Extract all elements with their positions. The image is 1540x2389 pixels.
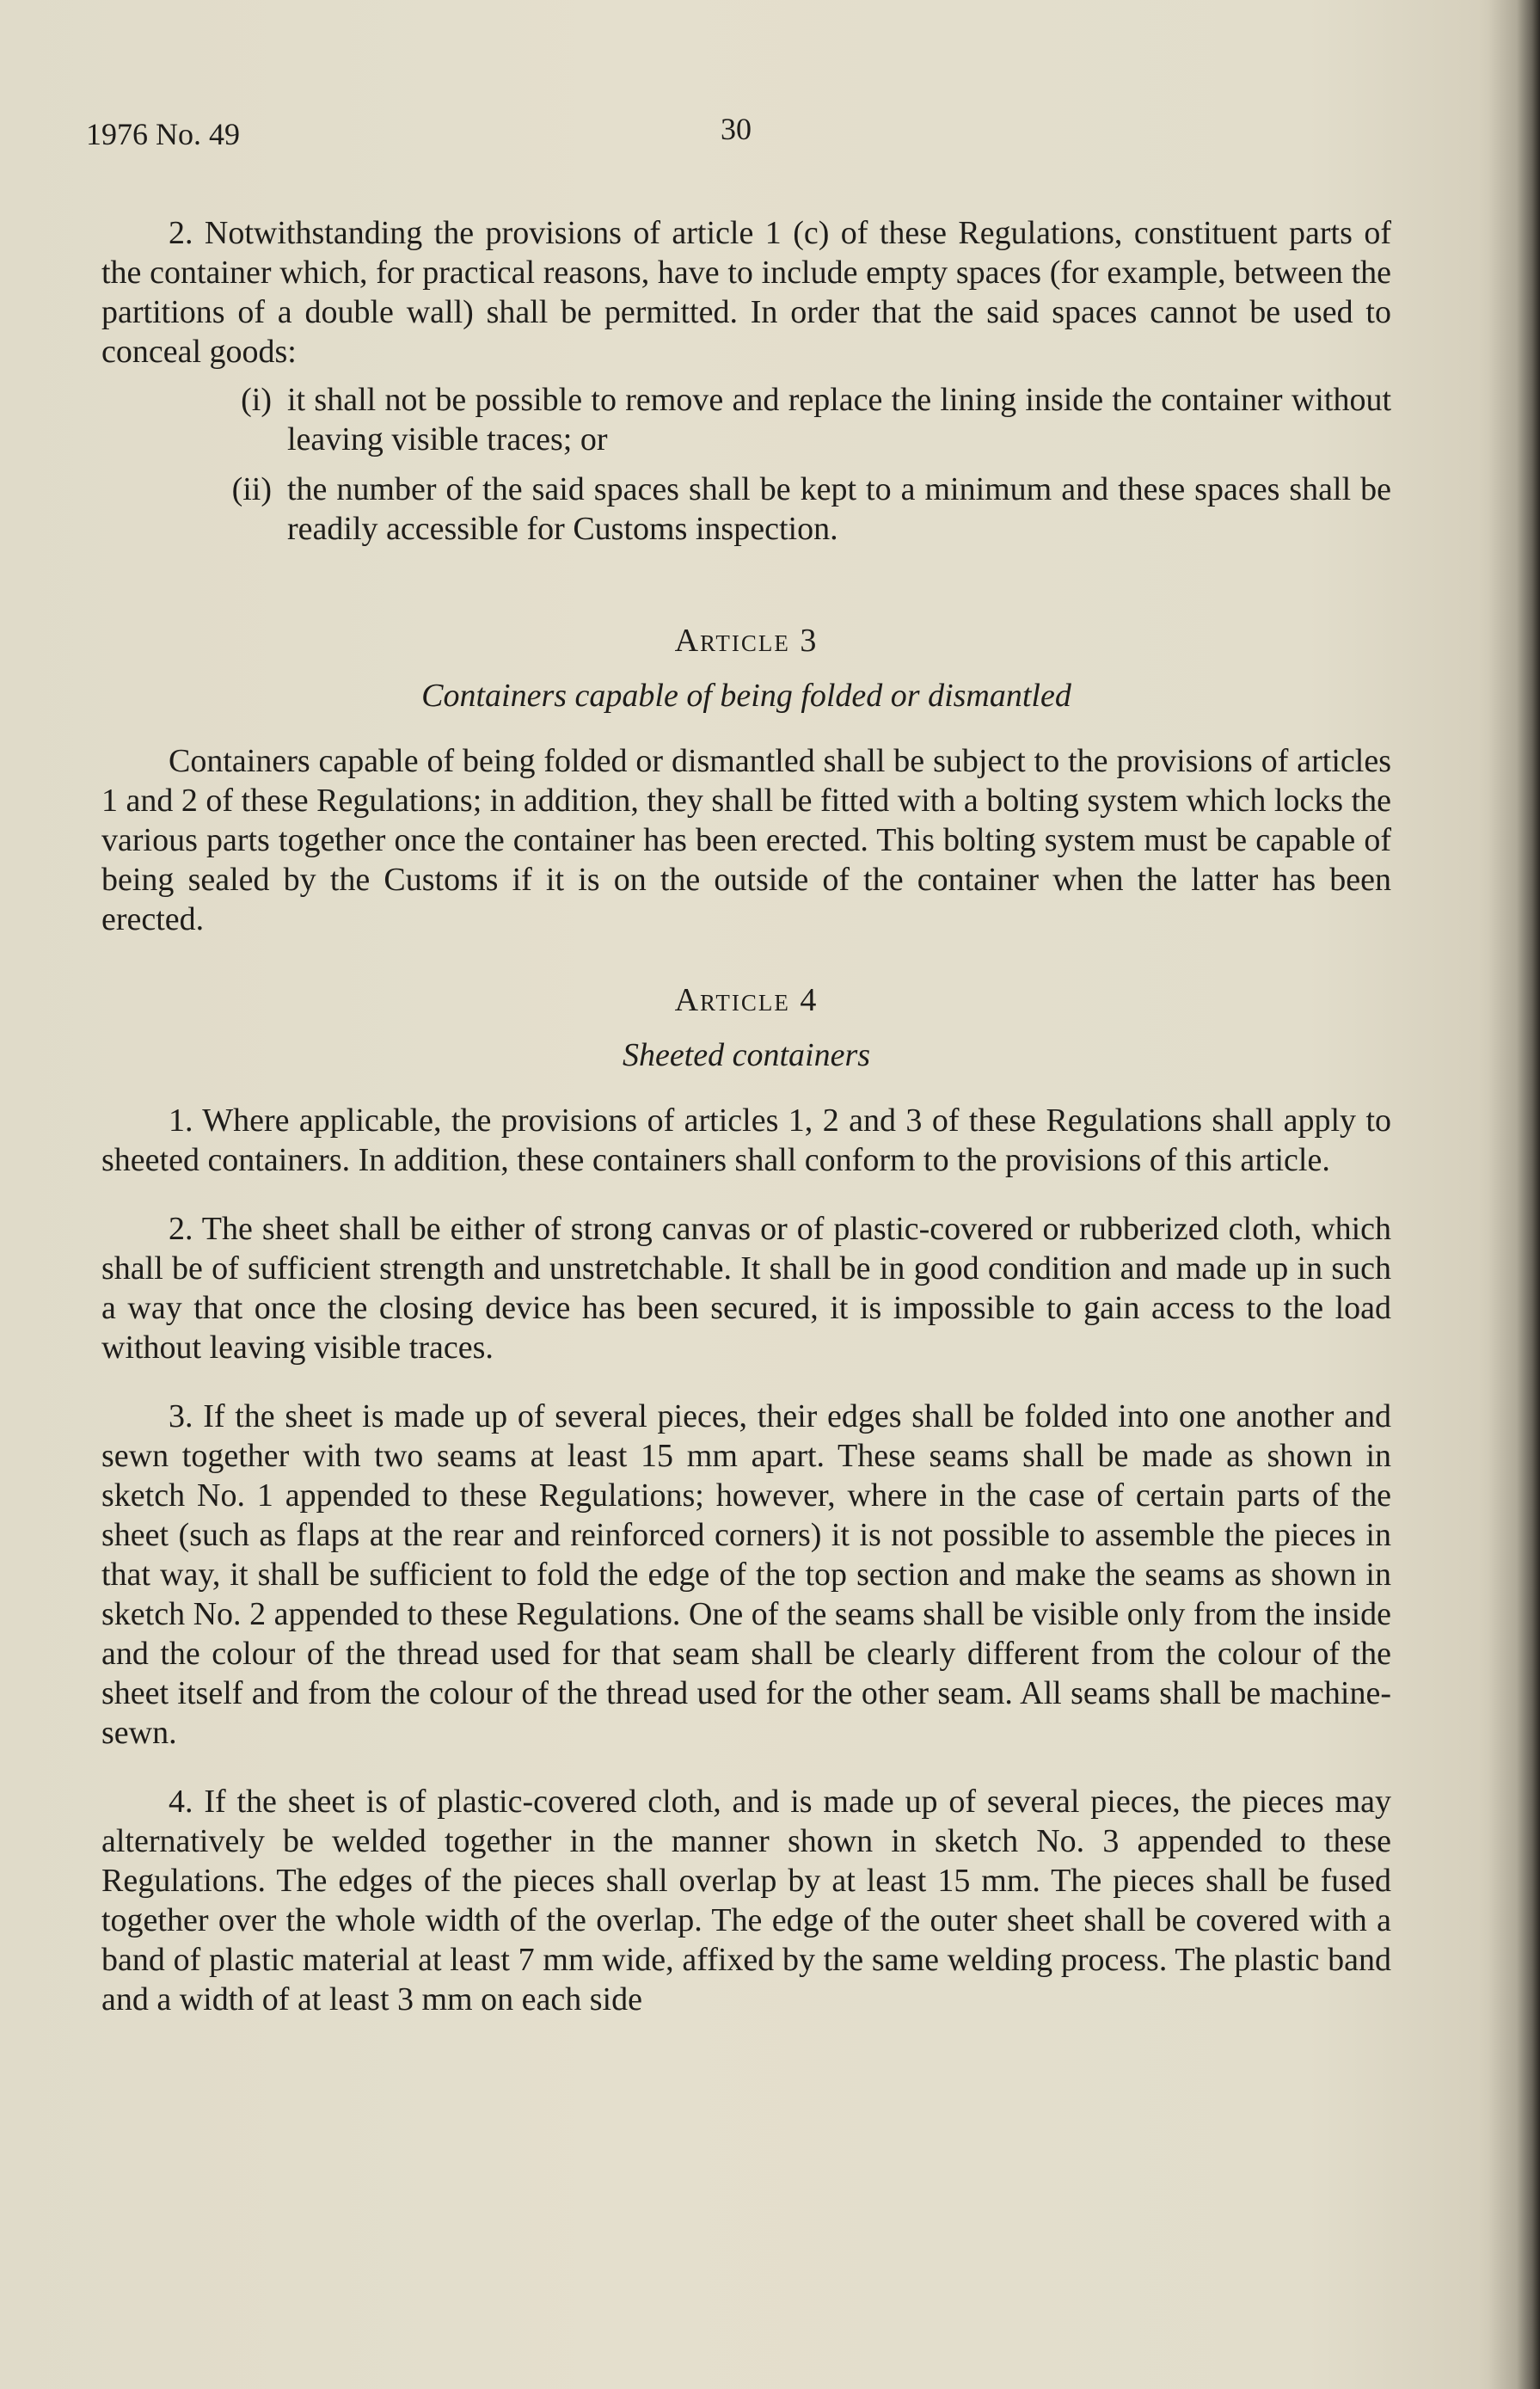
list-item-text: the number of the said spaces shall be kept to a minimum and these spaces shall be readily accessible for Customs inspection. bbox=[287, 471, 1391, 547]
article-4-subheading: Sheeted containers bbox=[622, 1037, 871, 1073]
list-item-number: (i) bbox=[241, 382, 272, 418]
list-item bbox=[101, 470, 1391, 549]
list-item bbox=[101, 380, 1391, 459]
article-4-paragraph-3: 3. If the sheet is made up of several pieces, their edges shall be folded into one another and sewn together with two seams at least 15 mm apart. These seams shall be made as shown in sketch No. 1 appended to these Regulations; however, where in the case of certain parts of the sheet (such as flaps at the rear and reinforced corners) it is not possible to assemble the pieces in that way, it shall be sufficient to fold the edge of the top section and make the seams as shown in sketch No. 2 appended to these Regulations. One of the seams shall be visible only from the inside and the colour of the thread used for that seam shall be clearly different from the colour of the sheet itself and from the colour of the thread used for the other seam. All seams shall be machine-sewn. bbox=[101, 1398, 1391, 1751]
list-item-text: it shall not be possible to remove and replace the lining inside the container without leaving visible traces; or bbox=[287, 382, 1391, 458]
list-item-number: (ii) bbox=[231, 471, 272, 507]
article-3-paragraph: Containers capable of being folded or dismantled shall be subject to the provisions of articles 1 and 2 of these Regulations; in addition, they shall be fitted with a bolting system which locks the various parts together once the container has been erected. This bolting system must be capable of being sealed by the Customs if it is on the outside of the container when the latter has been erected. bbox=[101, 743, 1391, 937]
article-4-paragraph-1: 1. Where applicable, the provisions of articles 1, 2 and 3 of these Regulations shall apply to sheeted containers. In addition, these containers shall conform to the provisions of this article. bbox=[101, 1102, 1391, 1178]
page-number: 30 bbox=[721, 112, 752, 146]
page-body bbox=[101, 213, 1391, 2019]
book-spine-shadow bbox=[1488, 0, 1540, 2389]
article-4-paragraph-4: 4. If the sheet is of plastic-covered cloth, and is made up of several pieces, the pieces may alternatively be welded together in the manner shown in sketch No. 3 appended to these Regulations. The edges of the pieces shall overlap by at least 15 mm. The pieces shall be fused together over the whole width of the overlap. The edge of the outer sheet shall be covered with a band of plastic material at least 7 mm wide, affixed by the same welding process. The plastic band and a width of at least 3 mm on each side bbox=[101, 1784, 1391, 2017]
article-4-heading: Article 4 bbox=[674, 982, 819, 1018]
article-3-subheading: Containers capable of being folded or dismantled bbox=[421, 678, 1071, 714]
intro-item-list bbox=[101, 380, 1391, 549]
intro-paragraph: 2. Notwithstanding the provisions of article 1 (c) of these Regulations, constituent parts of the container which, for practical reasons, have to include empty spaces (for example, between the partitions of a double wall) shall be permitted. In order that the said spaces cannot be used to conceal goods: bbox=[101, 215, 1391, 370]
article-3-heading: Article 3 bbox=[674, 623, 819, 659]
statute-reference: 1976 No. 49 bbox=[86, 117, 240, 151]
article-4-paragraph-2: 2. The sheet shall be either of strong canvas or of plastic-covered or rubberized cloth, which shall be of sufficient strength and unstretchable. It shall be in good condition and made up in such a way that once the closing device has been secured, it is impossible to gain access to the load without leaving visible traces. bbox=[101, 1211, 1391, 1366]
